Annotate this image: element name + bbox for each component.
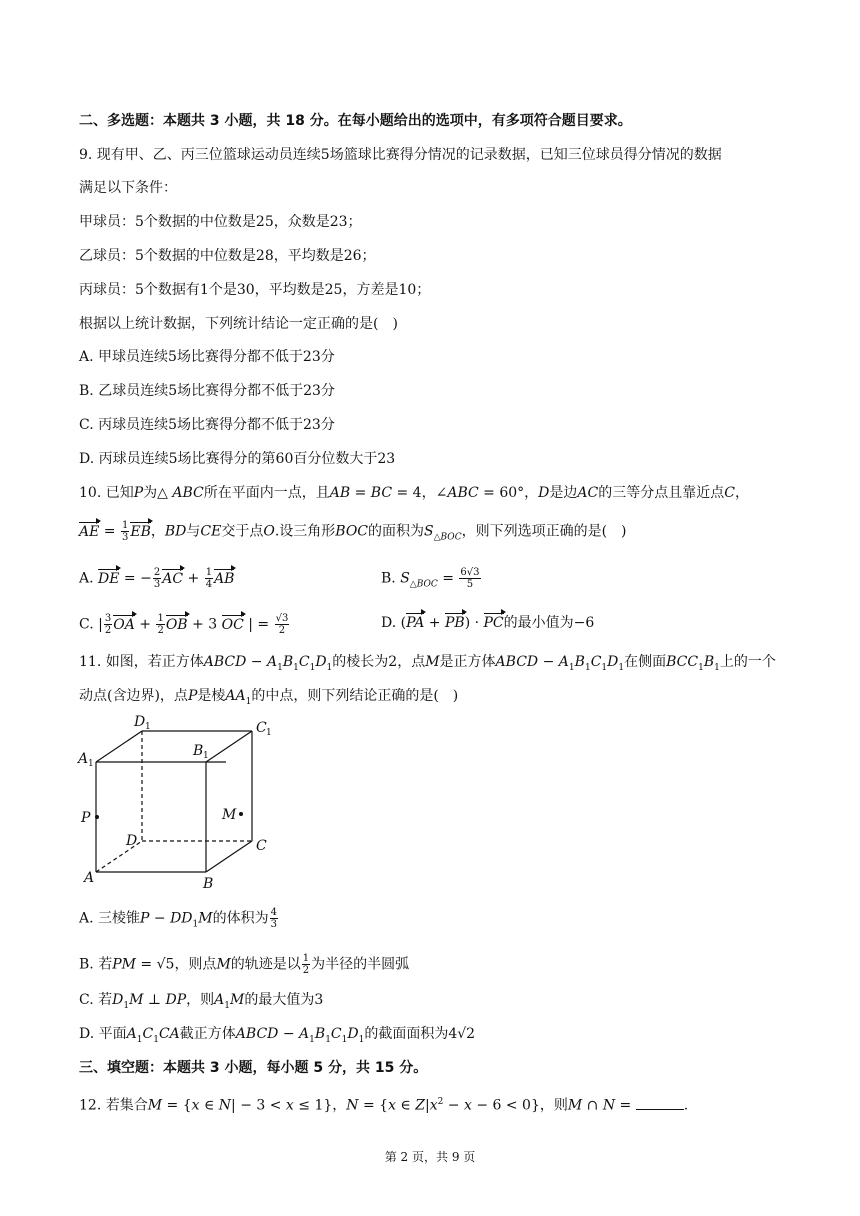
q9-option-a: A. 甲球员连续5场比赛得分都不低于23分 (79, 349, 335, 365)
label-a: A (84, 870, 95, 886)
q10-option-a: A. DE = − $\frac{2}{3}$ AC + $\frac{1}{4}$ AB (79, 567, 235, 590)
q9-condition-2: 乙球员：5个数据的中位数是28，平均数是26； (79, 248, 376, 264)
q10-stem-line1: 10. 已知P为△ ABC所在平面内一点，且AB = BC = 4，∠ABC = 60°，D是边AC的三等分点且靠近点C， (79, 485, 749, 501)
q9-question: 根据以上统计数据，下列统计结论一定正确的是( ) (79, 316, 398, 332)
q10-option-d: D. (PA + PB) · PC的最小值为−6 (381, 615, 595, 631)
q9-stem-line2: 满足以下条件： (79, 180, 177, 196)
label-c1: C (256, 720, 267, 736)
q11-option-c: C. 若$D_1M$ ⊥ DP，则$A_1M$的最大值为3 (79, 992, 324, 1011)
page-footer: 第 2 页，共 9 页 (384, 1150, 476, 1164)
label-b1: B (193, 743, 204, 759)
q11-option-a: A. 三棱锥$P - DD_1M$的体积为 $\frac{4}{3}$ (79, 907, 277, 930)
q9-option-d: D. 丙球员连续5场比赛得分的第60百分位数大于23 (79, 451, 396, 467)
q12-stem: 12. 若集合M = {x ∈ N| − 3 < x ≤ 1}，N = {x ∈ $Z|x^2 - x - 6 < 0$}，则M ∩ N = . (79, 1097, 689, 1114)
label-a1: A (78, 751, 89, 767)
cube-figure (76, 710, 286, 895)
q9-condition-1: 甲球员：5个数据的中位数是25，众数是23； (79, 214, 362, 230)
svg-text:1: 1 (145, 722, 151, 732)
section-3-heading: 三、填空题：本题共 3 小题，每小题 5 分，共 15 分。 (79, 1060, 428, 1076)
label-d1: D (134, 714, 146, 730)
q9-stem-line1: 9. 现有甲、乙、丙三位篮球运动员连续5场篮球比赛得分情况的记录数据，已知三位球员得分情况的数据 (79, 147, 722, 163)
svg-text:1: 1 (203, 751, 209, 761)
q10-stem-line2: AE = $\frac{1}{3}$ EB，BD与CE交于点O.设三角形BOC的面积为$S_{\triangle BOC}$，则下列选项正确的是( ) (79, 520, 627, 543)
svg-text:1: 1 (88, 759, 94, 769)
q9-condition-3: 丙球员：5个数据有1个是30，平均数是25，方差是10； (79, 282, 431, 298)
q11-stem-line1: 11. 如图，若正方体ABCD − $A_1B_1C_1D_1$的棱长为2，点M是正方体ABCD − $A_1B_1C_1D_1$在侧面$BCC_1B_1$上的一个 (79, 654, 776, 673)
label-p: P (81, 810, 91, 826)
q11-option-b: B. 若PM = √5，则点M的轨迹是以 $\frac{1}{2}$ 为半径的半圆弧 (79, 953, 410, 976)
q10-option-b: B. $S_{\triangle BOC}$ = $\frac{6√3}{5}$ (381, 567, 480, 590)
section-2-heading: 二、多选题：本题共 3 小题，共 18 分。在每小题给出的选项中，有多项符合题目要求。 (79, 113, 632, 129)
label-c: C (256, 838, 267, 854)
q11-stem-line2: 动点(含边界)，点P是棱$AA_1$的中点，则下列结论正确的是( ) (79, 688, 459, 707)
q9-option-c: C. 丙球员连续5场比赛得分都不低于23分 (79, 417, 335, 433)
q9-option-b: B. 乙球员连续5场比赛得分都不低于23分 (79, 383, 335, 399)
label-m: M (222, 807, 237, 823)
q10-option-c: C. | $\frac{3}{2}$ OA + $\frac{1}{2}$ OB + 3 OC | = $\frac{√3}{2}$ (79, 613, 289, 636)
svg-text:1: 1 (266, 728, 272, 738)
answer-blank[interactable] (636, 1097, 684, 1110)
q11-option-d: D. 平面$A_1C_1CA$截正方体ABCD − $A_1B_1C_1D_1$的截面面积为4√2 (79, 1026, 476, 1045)
label-d: D (126, 833, 138, 849)
label-b: B (203, 876, 214, 892)
